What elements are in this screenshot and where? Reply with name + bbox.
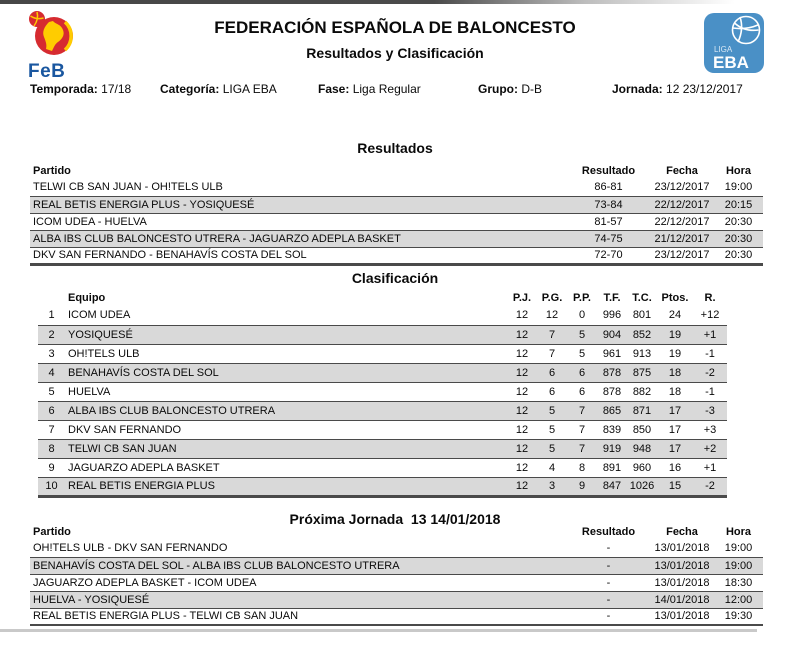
cell-equipo: REAL BETIS ENERGIA PLUS [68, 480, 215, 492]
cell-ptos: 18 [668, 366, 682, 379]
section-title-clasificacion: Clasificación [351, 270, 439, 286]
cell-partido: REAL BETIS ENERGIA PLUS - TELWI CB SAN JUAN [33, 610, 299, 623]
cell-fecha: 23/12/2017 [654, 181, 710, 194]
cell-hora: 19:00 [724, 559, 753, 572]
cell-ptos: 16 [668, 461, 682, 474]
table-row [38, 363, 727, 382]
info-value: D-B [521, 82, 543, 96]
cell-resultado: 73-84 [594, 198, 623, 211]
col-header-ptos: Ptos. [661, 292, 689, 304]
cell-tc: 852 [632, 328, 652, 341]
cell-r: +12 [700, 309, 720, 322]
cell-partido: TELWI CB SAN JUAN - OH!TELS ULB [33, 181, 223, 194]
liga-eba-logo-icon [704, 13, 764, 73]
feb-logo-text: FeB [28, 61, 66, 82]
resultados-table [30, 163, 763, 266]
cell-tf: 891 [602, 461, 622, 474]
cell-pos: 4 [48, 366, 55, 379]
cell-tc: 960 [632, 461, 652, 474]
bottom-shadow-bar [0, 629, 757, 632]
proxima-jornada-table [30, 524, 763, 626]
col-header-fecha: Fecha [666, 165, 698, 177]
cell-pos: 5 [48, 385, 55, 398]
cell-ptos: 18 [668, 385, 682, 398]
table-row [30, 230, 763, 247]
info-categoria [160, 82, 277, 96]
cell-resultado: - [606, 593, 611, 606]
cell-partido: ICOM UDEA - HUELVA [33, 215, 147, 228]
cell-equipo: TELWI CB SAN JUAN [68, 442, 177, 455]
competition-info-bar [0, 82, 790, 98]
col-header-hora: Hora [725, 165, 752, 177]
cell-resultado: - [606, 610, 611, 623]
cell-fecha: 13/01/2018 [654, 610, 710, 623]
info-temporada [30, 82, 131, 96]
table-row [30, 247, 763, 264]
cell-tc: 850 [632, 423, 652, 436]
cell-pp: 8 [578, 461, 586, 474]
table-row [30, 179, 763, 196]
cell-tc: 1026 [629, 480, 655, 492]
cell-tf: 865 [602, 404, 622, 417]
col-header-partido: Partido [33, 526, 71, 538]
cell-pj: 12 [515, 404, 529, 417]
table-row [38, 439, 727, 458]
cell-r: -3 [705, 404, 715, 417]
cell-hora: 12:00 [724, 593, 753, 606]
cell-pg: 12 [545, 309, 559, 322]
cell-pj: 12 [515, 423, 529, 436]
cell-r: +2 [703, 442, 717, 455]
info-grupo [478, 82, 542, 96]
table-row [38, 325, 727, 344]
table-header-row [30, 524, 763, 540]
cell-pp: 7 [578, 404, 586, 417]
eba-logo-liga-text: LIGA [714, 45, 733, 54]
cell-fecha: 13/01/2018 [654, 542, 710, 555]
info-label: Jornada: [612, 82, 663, 96]
cell-equipo: BENAHAVÍS COSTA DEL SOL [68, 366, 219, 379]
col-header-pg: P.G. [541, 292, 563, 304]
table-row [30, 608, 763, 625]
table-row [38, 458, 727, 477]
cell-r: -2 [705, 480, 715, 492]
table-row [38, 306, 727, 325]
cell-tc: 875 [632, 366, 652, 379]
cell-pp: 6 [578, 385, 586, 398]
info-value: Liga Regular [352, 82, 421, 96]
col-header-tc: T.C. [632, 292, 652, 304]
cell-pg: 7 [548, 347, 556, 360]
top-shadow-bar [0, 0, 790, 4]
cell-resultado: - [606, 576, 611, 589]
col-header-pp: P.P. [573, 292, 591, 304]
clasificacion-table [38, 290, 727, 498]
cell-pp: 0 [578, 309, 586, 322]
table-row [38, 401, 727, 420]
cell-pos: 3 [48, 347, 55, 360]
cell-tf: 904 [602, 328, 622, 341]
cell-fecha: 13/01/2018 [654, 559, 710, 572]
info-value: LIGA EBA [222, 82, 277, 96]
section-title-proxima-jornada: Próxima Jornada 13 14/01/2018 [289, 511, 501, 527]
info-label: Fase: [318, 82, 350, 96]
col-header-fecha: Fecha [666, 526, 698, 538]
cell-r: -1 [705, 347, 715, 360]
table-row [30, 540, 763, 557]
cell-equipo: YOSIQUESÉ [68, 328, 133, 341]
cell-r: -1 [705, 385, 715, 398]
cell-pp: 6 [578, 366, 586, 379]
cell-resultado: 74-75 [594, 232, 623, 245]
cell-pos: 9 [48, 461, 55, 474]
cell-pj: 12 [515, 385, 529, 398]
info-label: Temporada: [30, 82, 98, 96]
cell-tf: 878 [602, 385, 622, 398]
table-row [30, 196, 763, 213]
cell-pg: 5 [548, 404, 556, 417]
cell-tc: 948 [632, 442, 652, 455]
cell-tf: 919 [602, 442, 622, 455]
cell-pg: 4 [548, 461, 556, 474]
cell-hora: 19:00 [724, 542, 753, 555]
cell-pj: 12 [515, 347, 529, 360]
cell-hora: 19:00 [724, 181, 753, 194]
cell-tf: 878 [602, 366, 622, 379]
cell-resultado: 81-57 [594, 215, 623, 228]
table-row [38, 477, 727, 496]
col-header-pj: P.J. [512, 292, 532, 304]
cell-equipo: ALBA IBS CLUB BALONCESTO UTRERA [68, 404, 276, 417]
cell-tf: 996 [602, 309, 622, 322]
cell-partido: OH!TELS ULB - DKV SAN FERNANDO [33, 542, 228, 555]
cell-equipo: HUELVA [68, 385, 111, 398]
table-row [38, 420, 727, 439]
cell-partido: ALBA IBS CLUB BALONCESTO UTRERA - JAGUARZO ADEPLA BASKET [33, 232, 401, 245]
cell-pg: 5 [548, 423, 556, 436]
feb-logo [28, 9, 98, 83]
cell-partido: DKV SAN FERNANDO - BENAHAVÍS COSTA DEL SOL [33, 249, 307, 261]
info-fase [318, 82, 421, 96]
info-label: Grupo: [478, 82, 518, 96]
cell-fecha: 22/12/2017 [654, 215, 710, 228]
cell-pp: 5 [578, 328, 586, 341]
cell-pg: 5 [548, 442, 556, 455]
cell-pp: 7 [578, 442, 586, 455]
cell-pos: 7 [48, 423, 55, 436]
cell-pp: 7 [578, 423, 586, 436]
cell-resultado: - [606, 542, 611, 555]
cell-fecha: 13/01/2018 [654, 576, 710, 589]
cell-hora: 18:30 [724, 576, 753, 589]
cell-tc: 882 [632, 385, 652, 398]
cell-pg: 6 [548, 385, 556, 398]
cell-ptos: 15 [668, 480, 682, 492]
info-value: 17/18 [101, 82, 132, 96]
cell-hora: 20:30 [724, 249, 753, 261]
table-header-row [30, 163, 763, 179]
cell-ptos: 19 [668, 347, 682, 360]
cell-equipo: OH!TELS ULB [68, 347, 140, 360]
cell-pos: 8 [48, 442, 55, 455]
cell-tf: 961 [602, 347, 622, 360]
cell-tc: 801 [632, 309, 652, 322]
page-title: FEDERACIÓN ESPAÑOLA DE BALONCESTO [214, 18, 576, 37]
table-row [30, 591, 763, 608]
cell-tf: 839 [602, 423, 622, 436]
cell-r: -2 [705, 366, 715, 379]
cell-pj: 12 [515, 461, 529, 474]
cell-equipo: DKV SAN FERNANDO [68, 423, 182, 436]
cell-partido: REAL BETIS ENERGIA PLUS - YOSIQUESÉ [33, 198, 255, 211]
table-row [30, 213, 763, 230]
col-header-partido: Partido [33, 165, 71, 177]
info-label: Categoría: [160, 82, 220, 96]
cell-equipo: JAGUARZO ADEPLA BASKET [68, 461, 220, 474]
cell-r: +1 [703, 461, 717, 474]
page-subtitle: Resultados y Clasificación [306, 45, 484, 61]
table-row [38, 382, 727, 401]
cell-equipo: ICOM UDEA [68, 309, 131, 322]
col-header-hora: Hora [725, 526, 752, 538]
cell-resultado: 72-70 [594, 249, 623, 261]
cell-fecha: 21/12/2017 [654, 232, 710, 245]
cell-pos: 1 [48, 309, 55, 322]
cell-pg: 7 [548, 328, 556, 341]
cell-ptos: 19 [668, 328, 682, 341]
cell-hora: 20:30 [724, 215, 753, 228]
cell-fecha: 23/12/2017 [654, 249, 710, 261]
col-header-pos [38, 290, 65, 306]
col-header-r: R. [704, 292, 716, 304]
cell-pg: 3 [548, 480, 556, 492]
section-title-resultados: Resultados [357, 140, 433, 156]
cell-fecha: 14/01/2018 [654, 593, 710, 606]
cell-tf: 847 [602, 480, 622, 492]
table-row [30, 574, 763, 591]
col-header-tf: T.F. [603, 292, 621, 304]
cell-pj: 12 [515, 328, 529, 341]
cell-partido: HUELVA - YOSIQUESÉ [33, 593, 150, 606]
cell-ptos: 17 [668, 423, 682, 436]
cell-hora: 20:30 [724, 232, 753, 245]
info-value: 12 23/12/2017 [666, 82, 743, 96]
cell-tc: 913 [632, 347, 652, 360]
cell-pj: 12 [515, 309, 529, 322]
cell-ptos: 24 [668, 309, 682, 322]
cell-ptos: 17 [668, 404, 682, 417]
cell-pj: 12 [515, 480, 529, 492]
cell-r: +1 [703, 328, 717, 341]
col-header-resultado: Resultado [581, 165, 636, 177]
cell-r: +3 [703, 423, 717, 436]
cell-pos: 6 [48, 404, 55, 417]
cell-fecha: 22/12/2017 [654, 198, 710, 211]
cell-pp: 9 [578, 480, 586, 492]
col-header-resultado: Resultado [581, 526, 636, 538]
eba-logo-eba-text: EBA [713, 53, 749, 72]
cell-pos: 2 [48, 328, 55, 341]
cell-pg: 6 [548, 366, 556, 379]
cell-pos: 10 [45, 480, 58, 492]
cell-pp: 5 [578, 347, 586, 360]
cell-partido: BENAHAVÍS COSTA DEL SOL - ALBA IBS CLUB BALONCESTO UTRERA [33, 559, 400, 572]
cell-partido: JAGUARZO ADEPLA BASKET - ICOM UDEA [33, 576, 257, 589]
table-row [38, 344, 727, 363]
cell-resultado: 86-81 [594, 181, 623, 194]
table-header-row [38, 290, 727, 306]
cell-hora: 20:15 [724, 198, 753, 211]
cell-hora: 19:30 [724, 610, 753, 623]
info-jornada [612, 82, 743, 96]
col-header-equipo: Equipo [68, 292, 106, 304]
cell-pj: 12 [515, 366, 529, 379]
feb-crest-icon [28, 9, 76, 59]
cell-ptos: 17 [668, 442, 682, 455]
cell-pj: 12 [515, 442, 529, 455]
cell-tc: 871 [632, 404, 652, 417]
cell-resultado: - [606, 559, 611, 572]
table-row [30, 557, 763, 574]
